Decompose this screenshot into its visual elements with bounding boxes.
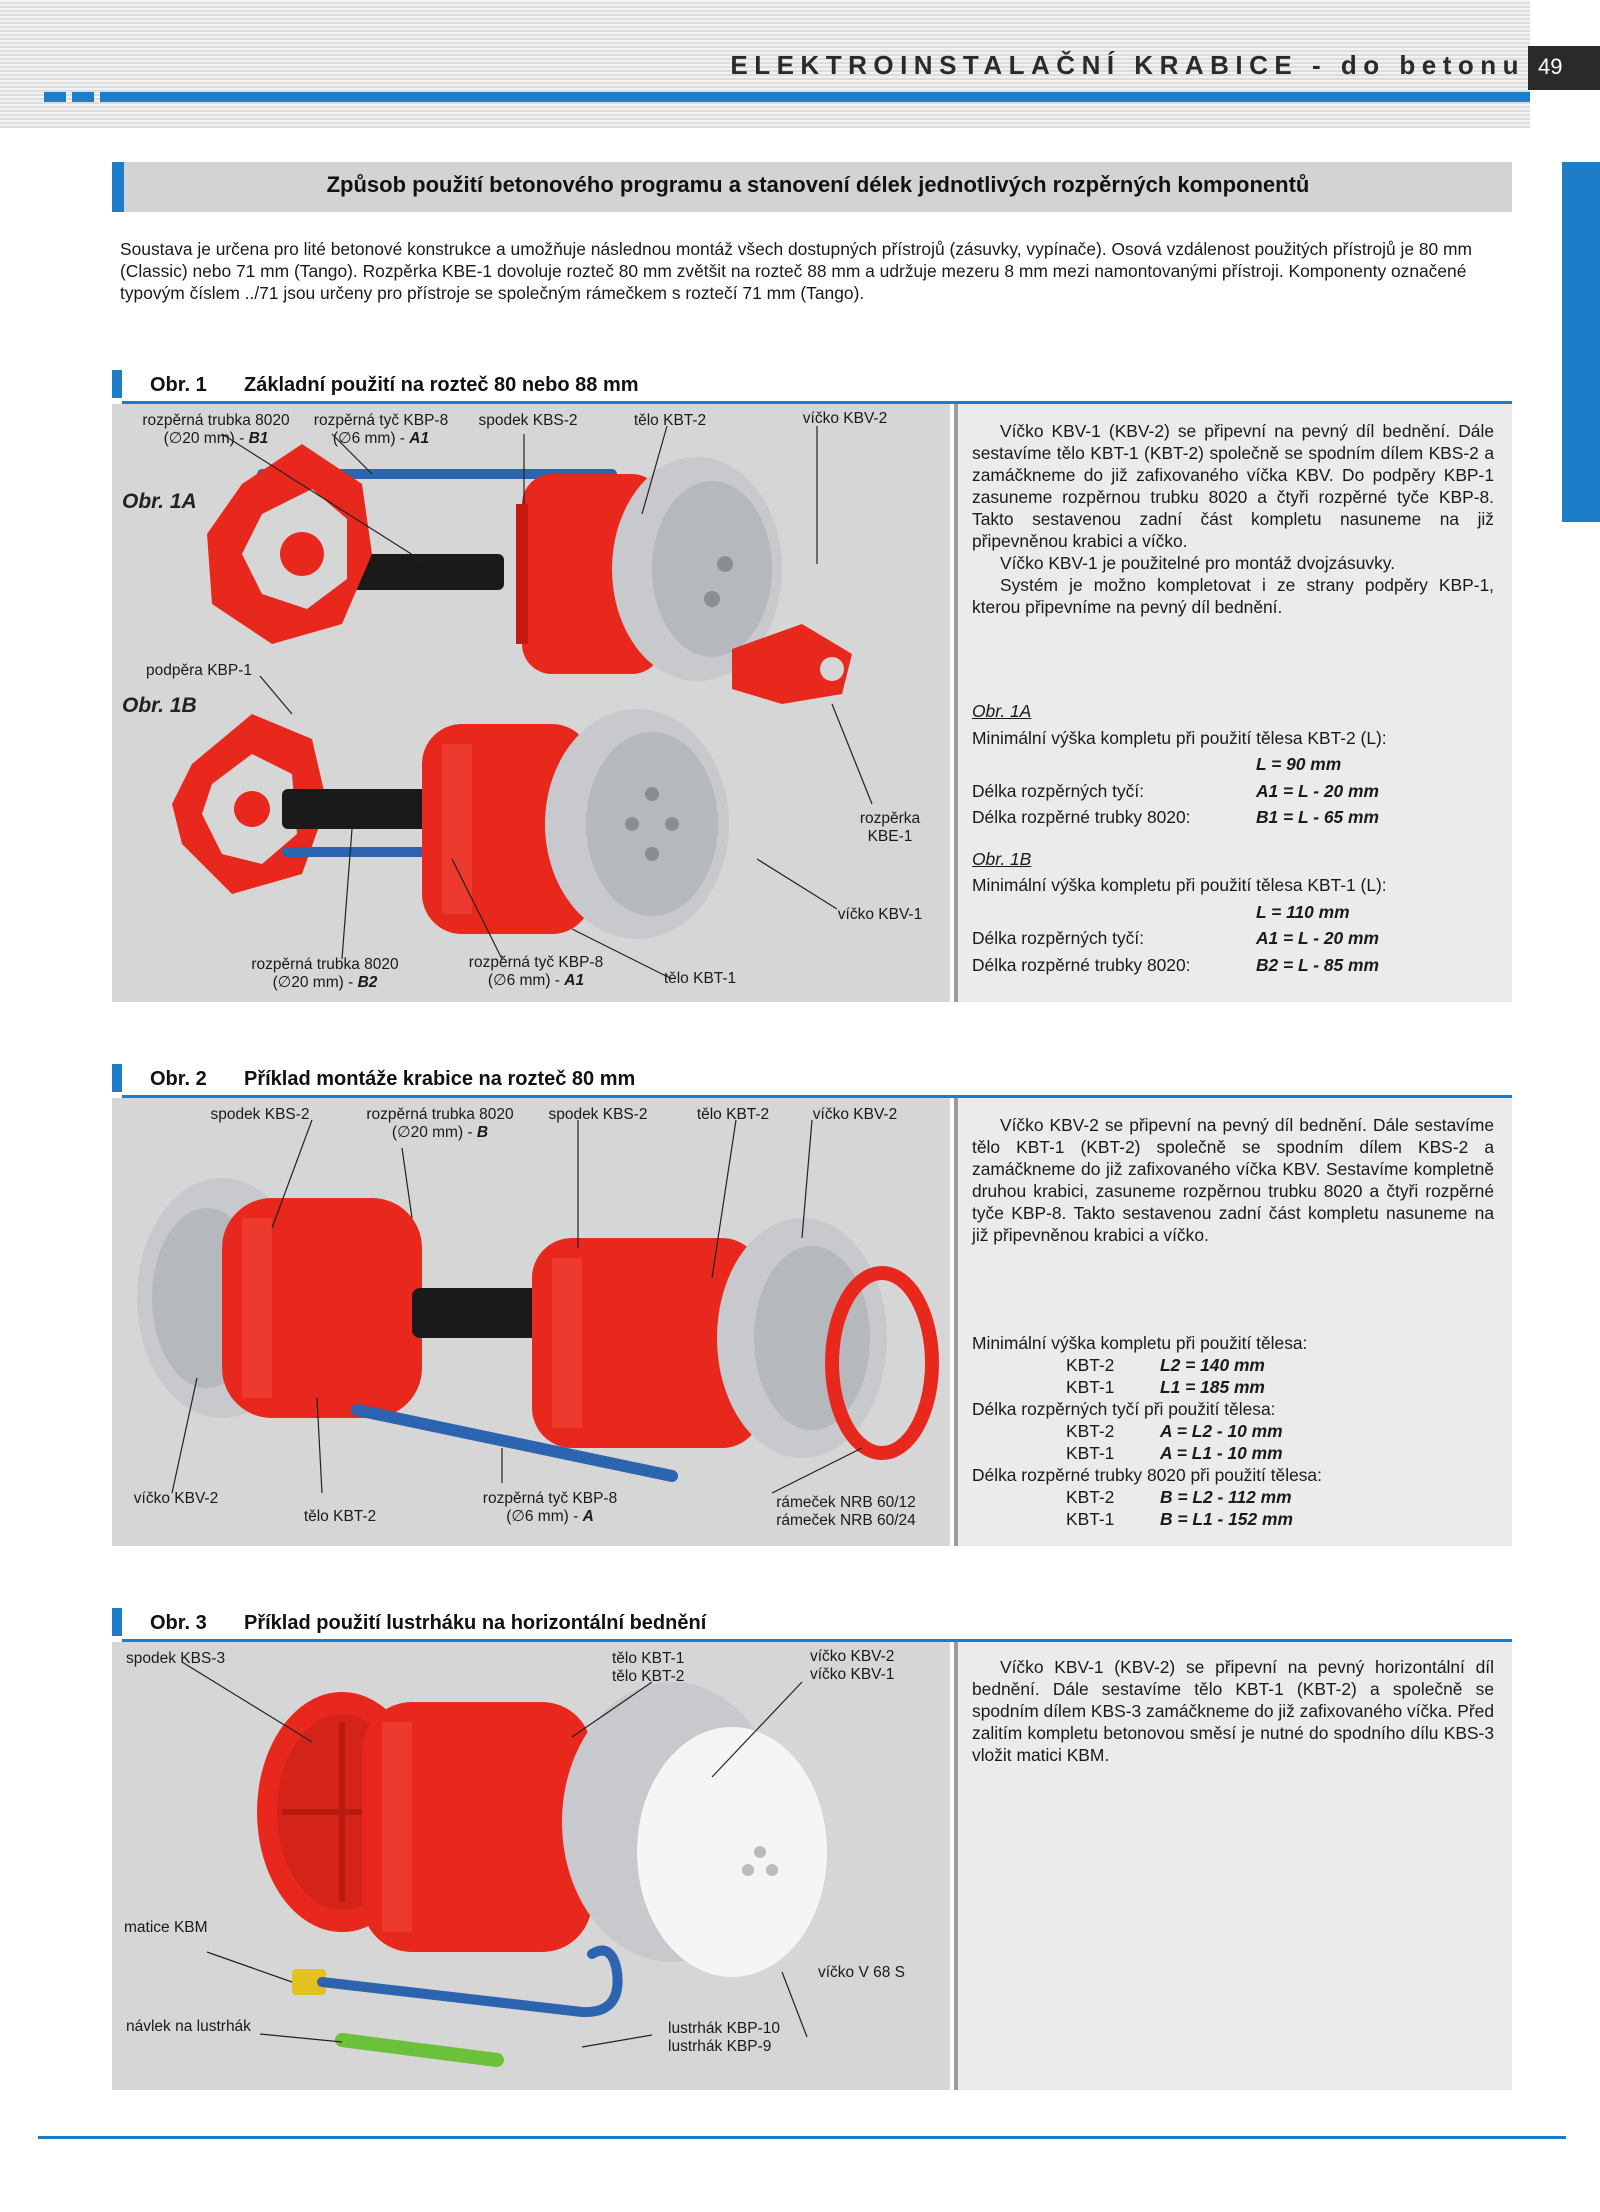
body-kbt2-left-icon (222, 1198, 422, 1418)
fig3-label-hook: lustrhák KBP-10 lustrhák KBP-9 (668, 2020, 780, 2055)
fig3-label-sleeve: návlek na lustrhák (126, 2018, 251, 2035)
fig1-heading-marker (112, 370, 122, 398)
fig2-number: Obr. 2 (150, 1068, 207, 1090)
lid-kbv2-right-icon (717, 1218, 887, 1458)
header-title: ELEKTROINSTALAČNÍ KRABICE - do betonu (730, 50, 1525, 80)
fig1b-tube-label: Délka rozpěrné trubky 8020: (972, 955, 1191, 975)
fig1a-rods-label: Délka rozpěrných tyčí: (972, 781, 1145, 801)
fig2-label-base-left: spodek KBS-2 (210, 1106, 310, 1123)
fig1a-tube-label: Délka rozpěrné trubky 8020: (972, 807, 1191, 827)
fig1-desc-p1: Víčko KBV-1 (KBV-2) se připevní na pevný díl bednění. Dále sestavíme tělo KBT-1 (KBT-2) společně se spodním dílem KBS-2 a zamáčkneme do již zafixovaného víčka KBV. Do podpěry KBP-1 zasuneme rozpěrnou trubku 8020 a čtyři rozpěrné tyče KBP-8. Takto sestavenou zadní část kompletu nasuneme na již připevněnou krabici a víčko. (972, 421, 1494, 551)
fig1-label-rod-b: rozpěrná tyč KBP-8 (∅6 mm) - A1 (468, 954, 604, 989)
fig3-label-nut: matice KBM (124, 1919, 208, 1936)
fig2-rods-label: Délka rozpěrných tyčí při použití tělesa: (972, 1399, 1276, 1419)
fig2-rods-kbt1: KBT-1 (1066, 1443, 1115, 1463)
page-number: 49 (1538, 54, 1563, 79)
fig1-label-lid-a: víčko KBV-2 (802, 410, 888, 427)
fig1-label-body-b: tělo KBT-1 (663, 970, 737, 987)
fig2-label-base-mid: spodek KBS-2 (548, 1106, 648, 1123)
header-rule (110, 92, 1530, 102)
lid-v68s-icon (637, 1727, 827, 1977)
fig2-heading-marker (112, 1064, 122, 1092)
fig1a-spec-heading: Obr. 1A (972, 701, 1032, 721)
fig3-label-body: tělo KBT-1 tělo KBT-2 (612, 1650, 685, 1685)
fig2-label-body-top: tělo KBT-2 (696, 1106, 770, 1123)
fig2-L2: L2 = 140 mm (1160, 1355, 1265, 1375)
intro-paragraph: Soustava je určena pro lité betonové konstrukce a umožňuje následnou montáž všech dostupných přístrojů (zásuvky, vypínače). Osová vzdálenost použitých přístrojů je 80 mm (Classic) nebo 71 mm (Tango). Rozpěrka KBE-1 dovoluje rozteč 80 mm zvětšit na rozteč 88 mm a udržuje mezeru 8 mm mezi namontovanými přístroji. Komponenty označené typovým číslem ../71 jsou určeny pro přístroje se společným rámečkem s roztečí 71 mm (Tango). (120, 239, 1473, 303)
fig2-L1: L1 = 185 mm (1160, 1377, 1265, 1397)
side-tab (1562, 162, 1600, 522)
fig2-label-lid-top: víčko KBV-2 (812, 1106, 898, 1123)
fig1-label-rod-a: rozpěrná tyč KBP-8 (∅6 mm) - A1 (313, 412, 449, 447)
fig1b-tag: Obr. 1B (122, 694, 197, 717)
fig2-rods-a1: A = L1 - 10 mm (1160, 1443, 1283, 1463)
fig1-label-tube-b: rozpěrná trubka 8020 (∅20 mm) - B2 (251, 956, 399, 991)
fig1a-tag: Obr. 1A (122, 490, 197, 513)
fig1a-min-height: Minimální výška kompletu při použití tělesa KBT-2 (L): (972, 728, 1387, 748)
fig2-tube-b2: B = L2 - 112 mm (1160, 1487, 1292, 1507)
fig2-label-lid-left: víčko KBV-2 (133, 1490, 219, 1507)
fig2-title: Příklad montáže krabice na rozteč 80 mm (244, 1068, 636, 1090)
lid-kbv1-icon (545, 709, 729, 939)
fig2-label-rod: rozpěrná tyč KBP-8 (∅6 mm) - A (482, 1490, 618, 1525)
body-kbt-icon (362, 1702, 592, 1952)
fig1b-L: L = 110 mm (1256, 902, 1350, 922)
fig2-min-height: Minimální výška kompletu při použití tělesa: (972, 1333, 1308, 1353)
fig2-illustration (112, 1098, 950, 1546)
fig2-label-body-bottom: tělo KBT-2 (303, 1508, 377, 1525)
header-square (44, 92, 66, 102)
fig2-tube-b1: B = L1 - 152 mm (1160, 1509, 1293, 1529)
fig1b-min-height: Minimální výška kompletu při použití tělesa KBT-1 (L): (972, 875, 1387, 895)
fig1-label-tube-a: rozpěrná trubka 8020 (∅20 mm) - B1 (142, 412, 290, 447)
fig3-label-lid-v: víčko V 68 S (818, 1964, 906, 1981)
fig1-label-spacer: rozpěrka KBE-1 (859, 810, 921, 845)
fig1b-tube-value: B2 = L - 85 mm (1256, 955, 1379, 975)
fig2-kbt1: KBT-1 (1066, 1377, 1115, 1397)
fig1b-spec-heading: Obr. 1B (972, 849, 1032, 869)
fig3-description: Víčko KBV-1 (KBV-2) se připevní na pevný horizontální díl bednění. Dále sestavíme tělo KBT-1 (KBT-2) a společně se spodním dílem KBS-3 zamáčkneme do již zafixovaného víčka. Před zalitím kompletu betonovou směsí je nutné do spodního dílu KBS-3 vložit matici KBM. (972, 1657, 1494, 1765)
fig1a-L: L = 90 mm (1256, 754, 1342, 774)
fig3-label-lid: víčko KBV-2 víčko KBV-1 (810, 1648, 895, 1683)
fig1b-rods-label: Délka rozpěrných tyčí: (972, 928, 1145, 948)
fig1-number: Obr. 1 (150, 374, 207, 396)
fig3-number: Obr. 3 (150, 1612, 207, 1634)
header-square (72, 92, 94, 102)
fig1-desc-p3: Systém je možno kompletovat i ze strany podpěry KBP-1, kterou připevníme na pevný díl bednění. (972, 575, 1494, 617)
fig1-label-lid-b: víčko KBV-1 (837, 906, 923, 923)
fig1a-rods-value: A1 = L - 20 mm (1256, 781, 1379, 801)
fig3-heading-marker (112, 1608, 122, 1636)
fig2-label-frame: rámeček NRB 60/12 rámeček NRB 60/24 (776, 1494, 916, 1529)
fig1-description (972, 420, 1494, 618)
fig2-label-tube: rozpěrná trubka 8020 (∅20 mm) - B (366, 1106, 514, 1141)
fig1-desc-p2: Víčko KBV-1 je použitelné pro montáž dvojzásuvky. (1000, 553, 1396, 573)
fig1b-rods-value: A1 = L - 20 mm (1256, 928, 1379, 948)
fig1a-tube-value: B1 = L - 65 mm (1256, 807, 1379, 827)
sleeve-icon (342, 2040, 497, 2060)
fig2-rods-kbt2: KBT-2 (1066, 1421, 1115, 1441)
fig2-description: Víčko KBV-2 se připevní na pevný díl bednění. Dále sestavíme tělo KBT-1 (KBT-2) společně se spodním dílem KBS-2 a zamáčkneme do již zafixovaného víčka KBV. Sestavíme kompletně druhou krabici, zasuneme rozpěrnou trubku 8020 a čtyři rozpěrné tyče KBP-8. Takto sestavenou zadní část kompletu nasuneme na již připevněnou krabici a víčko. (972, 1115, 1494, 1245)
fig3-label-base: spodek KBS-3 (126, 1650, 226, 1667)
fig1-label-support: podpěra KBP-1 (146, 662, 252, 679)
fig1-title: Základní použití na rozteč 80 nebo 88 mm (244, 374, 639, 396)
fig2-rods-a2: A = L2 - 10 mm (1160, 1421, 1283, 1441)
fig2-tube-kbt2: KBT-2 (1066, 1487, 1115, 1507)
fig2-tube-kbt1: KBT-1 (1066, 1509, 1115, 1529)
fig2-kbt2: KBT-2 (1066, 1355, 1115, 1375)
footer-rule (38, 2136, 1566, 2139)
fig1-illustration (112, 404, 950, 1002)
header-square (100, 92, 110, 102)
fig1-label-base: spodek KBS-2 (478, 412, 578, 429)
fig2-tube-label: Délka rozpěrné trubky 8020 při použití tělesa: (972, 1465, 1322, 1485)
fig1-label-body-a: tělo KBT-2 (633, 412, 707, 429)
hook-kbp-icon (322, 1951, 618, 2013)
fig3-title: Příklad použití lustrháku na horizontální bednění (244, 1612, 707, 1634)
section-title: Způsob použití betonového programu a stanovení délek jednotlivých rozpěrných komponentů (326, 172, 1310, 197)
tube-8020-b-icon (282, 789, 432, 829)
